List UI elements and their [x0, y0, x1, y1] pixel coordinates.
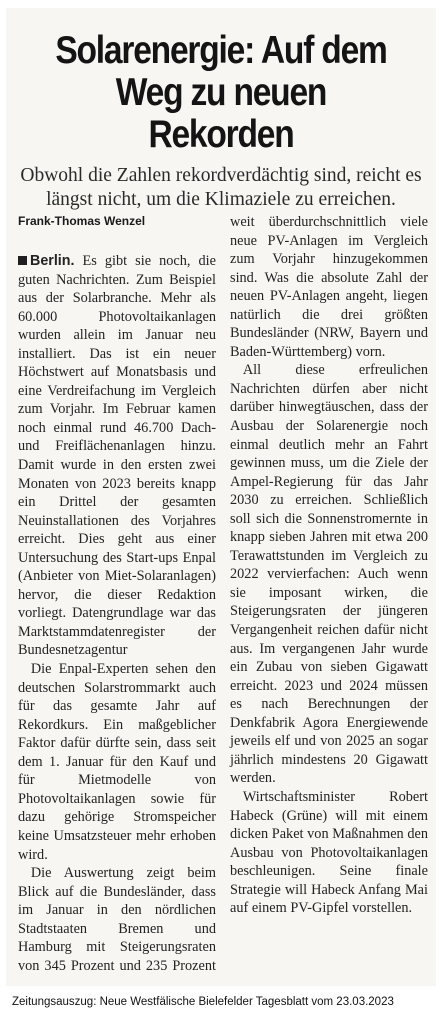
article-dateline: Berlin.: [30, 253, 75, 269]
article-paragraph-2: Die Enpal-Experten sehen den deutschen Solarstrommarkt auch für das gesamte Jahr auf Rekordkurs. Ein maßgeblicher Faktor dafür dürfte sein, dass seit dem 1. Januar für den Kauf und für Mietmodelle von Photovoltaikanlagen sowie für dazu gehörige Stromspeicher keine Umsatzsteuer mehr erhoben wird.: [18, 661, 216, 863]
article-paragraph-3: Die Auswertung zeigt beim Blick auf die Bundesländer, dass im Januar in den nördlichen Stadtstaaten Bremen und Hamburg mit Steigerungsraten von 345 Prozent und 235 Prozent weit überdurchschnittlich viele neue PV-Anlagen im Vergleich zum Vorjahr hinzugekommen sind. Was die absolute Zahl der neuen PV-Anlagen angeht, liegen natürlich die drei größten Bundesländer (NRW, Bayern und Baden-Württemberg) vorn.: [18, 214, 428, 974]
article-paragraph-5: Wirtschaftsminister Robert Habeck (Grüne) will mit einem dicken Paket von Maßnahmen den Ausbau von Photovoltaikanlagen beschleunigen. Seine finale Strategie will Habeck Anfang Mai auf einem PV-Gipfel vorstellen.: [230, 788, 428, 917]
source-caption: Zeitungsauszug: Neue Westfälische Bielefelder Tagesblatt vom 23.03.2023: [12, 996, 394, 1008]
square-bullet-icon: [18, 256, 27, 265]
article-author: Frank-Thomas Wenzel: [18, 214, 146, 228]
article-headline: Solarenergie: Auf dem Weg zu neuen Rekorden: [55, 29, 387, 156]
newspaper-clipping: [6, 8, 436, 986]
article-body: [18, 213, 428, 978]
article-paragraph-1-text: Es gibt sie noch, die guten Nachrichten. Zum Beispiel aus der Solarbranche. Mehr als 60.000 Photovoltaikanlagen wurden allein im Januar neu installiert. Das ist ein neuer Höchstwert auf Monatsbasis und eine Verdreifachung im Vergleich zum Vorjahr. Im Februar kamen noch einmal rund 46.700 Dach- und Freiflächenanlagen hinzu. Damit wurde in den ersten zwei Monaten von 2023 bereits knapp ein Drittel der gesamten Neuinstallationen des Vorjahres erreicht. Dies geht aus einer Untersuchung des Start-ups Enpal (Anbieter von Miet-Solaranlagen) hervor, die dieser Redaktion vorliegt. Datengrundlage war das Marktstammdatenregister der Bundesnetzagentur: [18, 253, 216, 659]
article-paragraph-4: All diese erfreulichen Nachrichten dürfen aber nicht darüber hinwegtäuschen, dass der Ausbau der Solarenergie noch einmal deutlich mehr an Fahrt gewinnen muss, um die Ziele der Ampel-Regierung für das Jahr 2030 zu erreichen. Schließlich soll sich die Sonnenstromernte in knapp sieben Jahren mit etwa 200 Terawattstunden im Vergleich zu 2022 vervierfachen: Auch wenn sie imposant wirken, die Steigerungsraten der jüngeren Vergangenheit reichen dafür nicht aus. Im vergangenen Jahr wurde ein Zubau von sieben Gigawatt erreicht. 2023 und 2024 müssen es nach Berechnungen der Denkfabrik Agora Energiewende jeweils elf und von 2025 an sogar jährlich mindestens 20 Gigawatt werden.: [230, 362, 428, 787]
article-paragraph-1: [18, 252, 216, 660]
article-subline: Obwohl die Zahlen rekordverdächtig sind, reicht es längst nicht, um die Klimaziele zu erreichen.: [20, 165, 422, 210]
